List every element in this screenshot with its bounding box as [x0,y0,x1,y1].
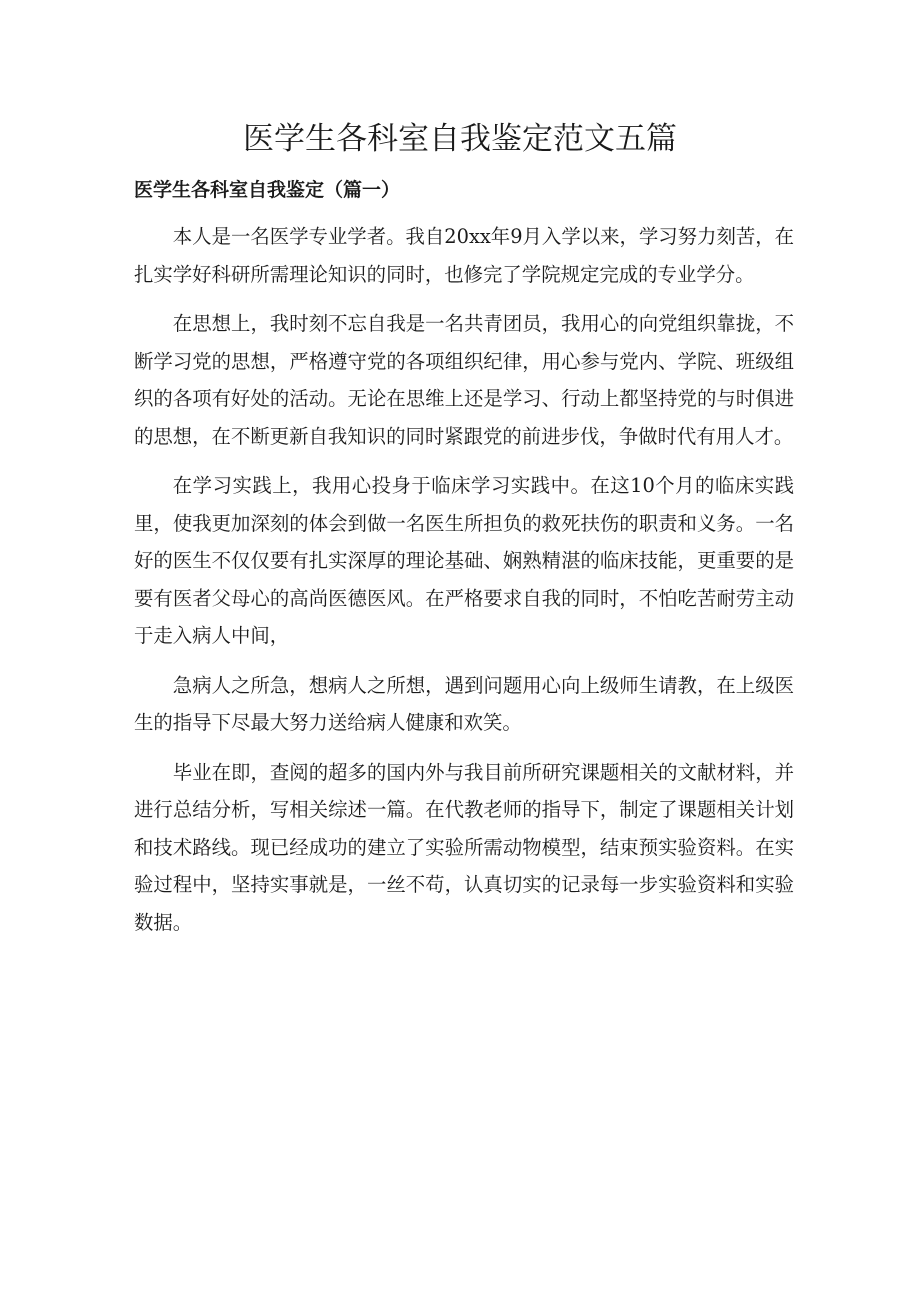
paragraph: 在学习实践上，我用心投身于临床学习实践中。在这10个月的临床实践里，使我更加深刻的体会到做一名医生所担负的救死扶伤的职责和义务。一名好的医生不仅仅要有扎实深厚的理论基础、娴熟精湛的临床技能，更重要的是要有医者父母心的高尚医德医风。在严格要求自我的同时，不怕吃苦耐劳主动于走入病人中间， [134,474,794,647]
paragraph: 在思想上，我时刻不忘自我是一名共青团员，我用心的向党组织靠拢，不断学习党的思想，严格遵守党的各项组织纪律，用心参与党内、学院、班级组织的各项有好处的活动。无论在思维上还是学习、行动上都坚持党的与时俱进的思想，在不断更新自我知识的同时紧跟党的前进步伐，争做时代有用人才。 [134,312,794,448]
document-body [134,218,794,953]
paragraph: 本人是一名医学专业学者。我自20xx年9月入学以来，学习努力刻苦，在扎实学好科研所需理论知识的同时，也修完了学院规定完成的专业学分。 [134,225,795,286]
document-title: 医学生各科室自我鉴定范文五篇 [243,121,677,157]
section-heading: 医学生各科室自我鉴定（篇一） [134,179,401,201]
paragraph: 毕业在即，查阅的超多的国内外与我目前所研究课题相关的文献材料，并进行总结分析，写相关综述一篇。在代教老师的指导下，制定了课题相关计划和技术路线。现已经成功的建立了实验所需动物模型，结束预实验资料。在实验过程中，坚持实事就是，一丝不苟，认真切实的记录每一步实验资料和实验数据。 [134,760,794,934]
paragraph: 急病人之所急，想病人之所想，遇到问题用心向上级师生请教，在上级医生的指导下尽最大努力送给病人健康和欢笑。 [134,673,794,734]
